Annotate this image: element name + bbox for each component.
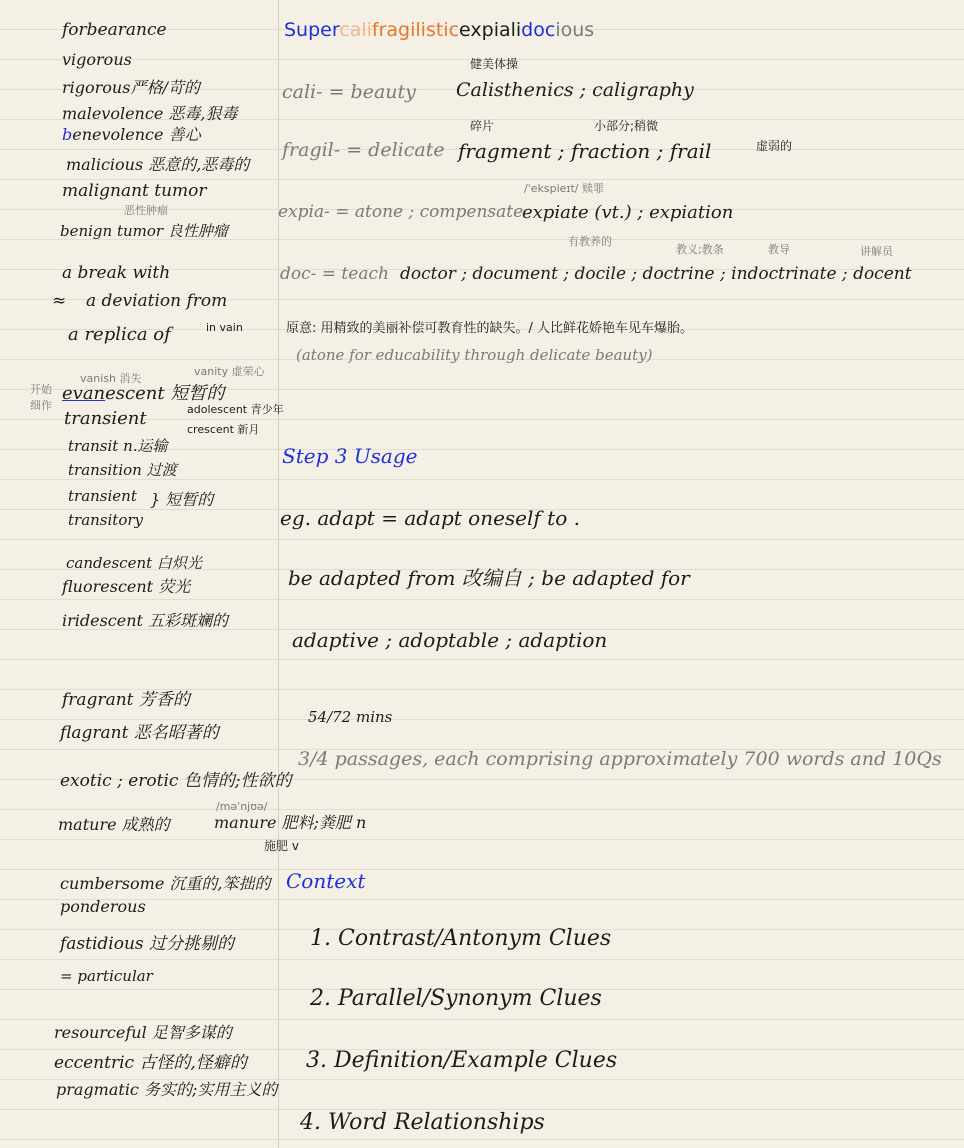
vocab-ponderous: ponderous <box>60 897 146 916</box>
usage-adapted-from: be adapted from 改编自 ; be adapted for <box>288 566 690 590</box>
cn-indoctrinate: 教导 <box>768 243 790 256</box>
vocab-adolescent: adolescent 青少年 <box>187 403 284 416</box>
meaning-chinese: 原意: 用精致的美丽补偿可教育性的缺失。/ 人比鲜花娇艳车见车爆胎。 <box>286 321 694 336</box>
vocab-vigorous: vigorous <box>62 50 132 69</box>
vocab-manure-verb: 施肥 v <box>264 839 299 853</box>
vocab-benign: benign tumor 良性肿瘤 <box>60 222 228 240</box>
heading-step-3-usage: Step 3 Usage <box>282 444 418 468</box>
root-cali: cali- = beauty <box>282 81 416 103</box>
clue-item: 2. Parallel/Synonym Clues <box>310 986 602 1011</box>
vocab-replica: a replica of <box>68 324 171 345</box>
vocab-crescent: crescent 新月 <box>187 423 260 436</box>
page-title-supercalifragilistic: Supercalifragilisticexpialidocious <box>284 19 595 41</box>
notebook-margin-line <box>278 0 279 1148</box>
root-cali-words: Calisthenics ; caligraphy <box>456 79 694 101</box>
vocab-fragrant: fragrant 芳香的 <box>62 690 190 710</box>
reading-time: 54/72 mins <box>308 708 393 726</box>
vocab-pragmatic: pragmatic 务实的;实用主义的 <box>56 1080 278 1099</box>
vocab-particular: = particular <box>60 967 153 985</box>
vocab-forbearance: forbearance <box>62 20 167 40</box>
root-expia-words: expiate (vt.) ; expiation <box>522 202 734 223</box>
vocab-exotic: exotic ; erotic 色情的;性欲的 <box>60 771 292 791</box>
vocab-mature: mature 成熟的 <box>58 815 170 834</box>
cn-fragment: 碎片 <box>470 119 495 133</box>
root-doc-words: doctor ; document ; docile ; doctrine ; indoctrinate ; docent <box>400 264 912 284</box>
vocab-flagrant: flagrant 恶名昭著的 <box>60 723 219 743</box>
vocab-iridescent: iridescent 五彩斑斓的 <box>62 611 229 630</box>
side-note-start: 开始 <box>30 383 52 396</box>
vocab-vanity: vanity 虚荣心 <box>194 365 265 378</box>
vocab-fastidious: fastidious 过分挑剔的 <box>60 934 235 954</box>
vocab-eccentric: eccentric 古怪的,怪癖的 <box>54 1053 247 1073</box>
vocab-manure: manure 肥料;粪肥 n <box>214 813 367 832</box>
clue-item: 4. Word Relationships <box>300 1110 545 1135</box>
vocab-transit: transit n.运输 <box>68 437 168 455</box>
cn-doctrine: 教义;教条 <box>676 243 724 256</box>
vocab-in-vain: in vain <box>206 321 243 334</box>
vocab-transitory: transitory <box>68 511 143 529</box>
usage-adapt-forms: adaptive ; adoptable ; adaption <box>292 628 608 652</box>
approx-symbol: ≈ <box>52 291 67 311</box>
cn-docent: 讲解员 <box>860 245 893 258</box>
vocab-resourceful: resourceful 足智多谋的 <box>54 1023 232 1042</box>
vocab-manure-ipa: /məˈnjʊə/ <box>216 800 268 813</box>
ipa-expiate: /ˈekspieɪt/ 赎罪 <box>524 182 605 195</box>
vocab-cumbersome: cumbersome 沉重的,笨拙的 <box>60 874 271 893</box>
root-fragil: fragil- = delicate <box>282 139 445 161</box>
cn-calisthenics: 健美体操 <box>470 57 519 71</box>
vocab-transient: transient <box>64 408 147 429</box>
vocab-malevolence: malevolence 恶毒,狠毒 <box>62 104 238 123</box>
vocab-evanescent: evanescent 短暂的 <box>62 383 225 404</box>
heading-context: Context <box>286 869 366 893</box>
vocab-vanish: vanish 消失 <box>80 372 142 385</box>
root-doc: doc- = teach <box>280 264 389 284</box>
cn-fraction: 小部分;稍微 <box>594 119 659 133</box>
vocab-malicious: malicious 恶意的,恶毒的 <box>66 155 250 174</box>
vocab-rigorous: rigorous严格/苛的 <box>62 78 200 97</box>
vocab-candescent: candescent 白炽光 <box>66 554 202 572</box>
vocab-transient-2: transient <box>68 487 137 505</box>
root-fragil-words: fragment ; fraction ; frail <box>458 139 712 163</box>
cn-frail: 虚弱的 <box>756 139 793 153</box>
vocab-a-break: a break with <box>62 263 171 283</box>
side-note-detail: 细作 <box>30 399 52 412</box>
meaning-english: (atone for educability through delicate beauty) <box>296 346 653 364</box>
usage-adapt-example: eg. adapt = adapt oneself to . <box>280 506 580 530</box>
clue-item: 1. Contrast/Antonym Clues <box>310 926 612 951</box>
root-expia: expia- = atone ; compensate <box>278 202 524 222</box>
reading-passages-note: 3/4 passages, each comprising approximately 700 words and 10Qs <box>298 748 942 770</box>
cn-docile: 有教养的 <box>568 235 612 248</box>
brace-short-lived: } 短暂的 <box>150 490 214 509</box>
vocab-deviation: a deviation from <box>86 291 228 311</box>
clue-item: 3. Definition/Example Clues <box>306 1048 618 1073</box>
vocab-malignant: malignant tumor <box>62 181 207 201</box>
vocab-fluorescent: fluorescent 荧光 <box>62 577 191 596</box>
vocab-benevolence: benevolence 善心 <box>62 125 201 144</box>
vocab-transition: transition 过渡 <box>68 461 177 479</box>
vocab-malignant-cn: 恶性肿瘤 <box>124 204 168 217</box>
